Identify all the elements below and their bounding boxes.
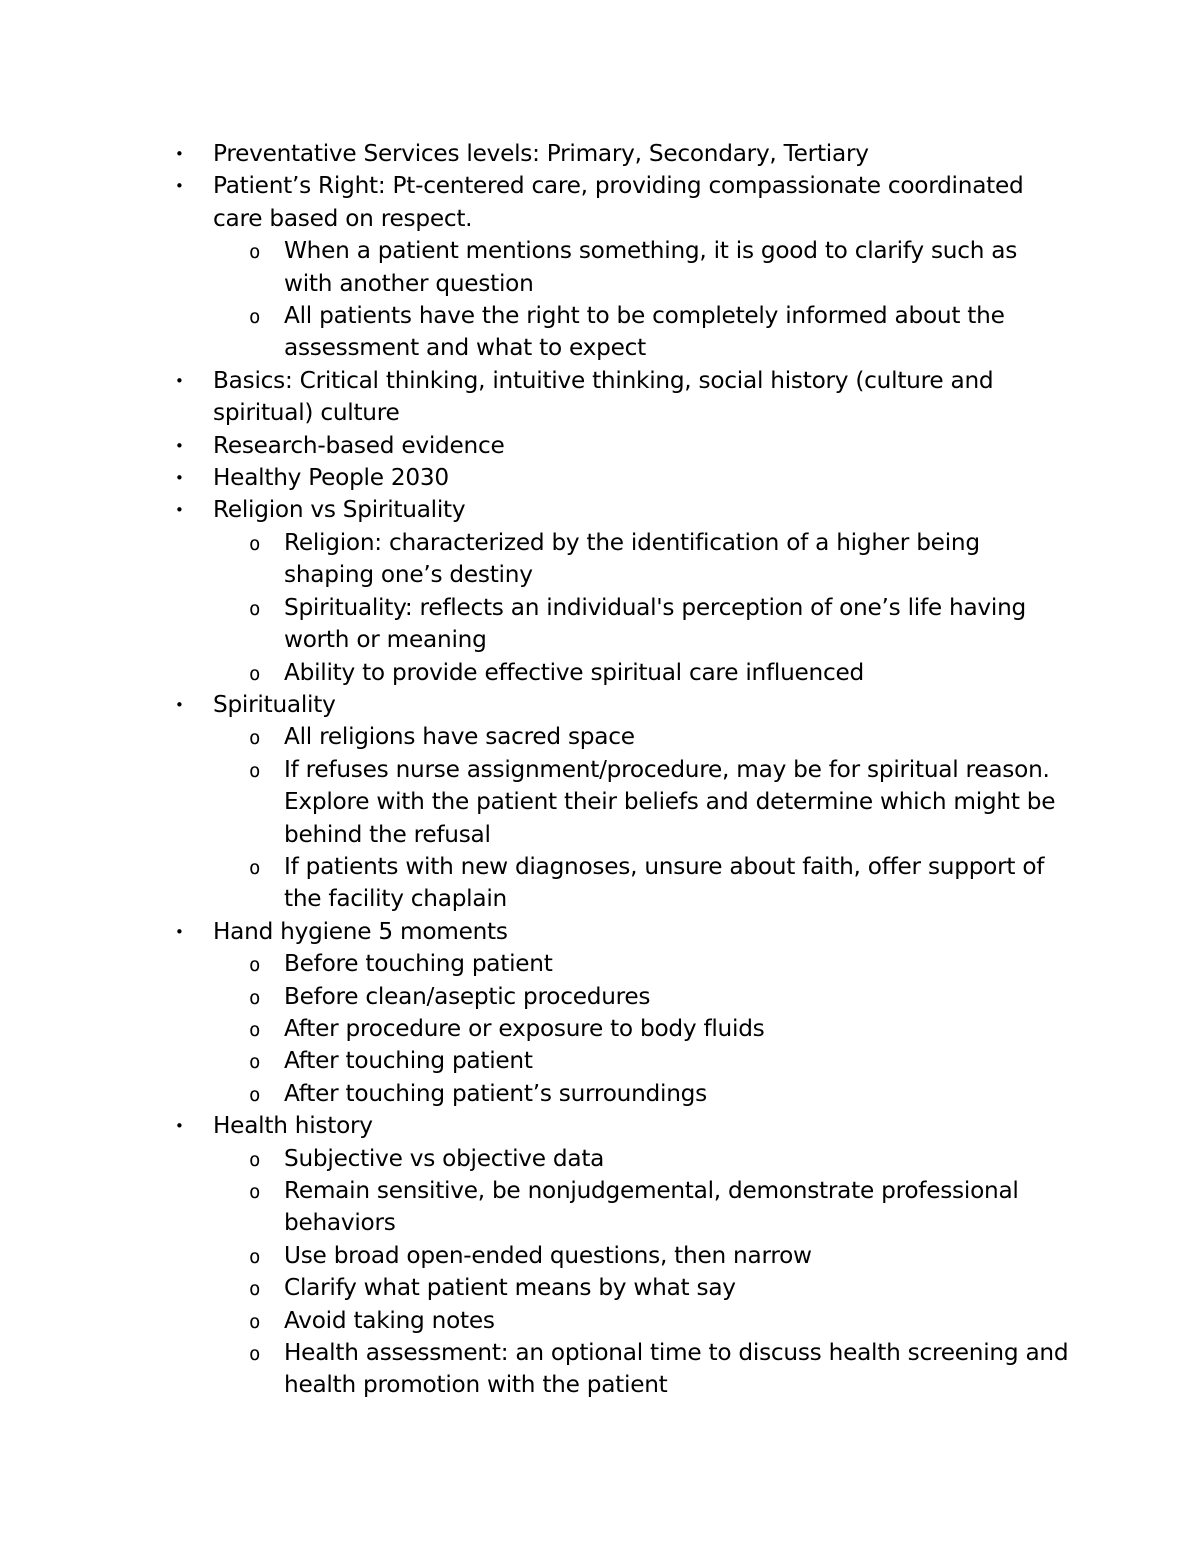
sub-list <box>213 235 1072 365</box>
list-item <box>172 1110 1072 1402</box>
list-item-text: Spirituality <box>213 690 336 718</box>
bullet-circle-icon: o <box>249 241 261 264</box>
list-item-text: Hand hygiene 5 moments <box>213 917 508 945</box>
bullet-dot-icon: • <box>175 695 184 714</box>
bullet-outline <box>172 138 1072 1402</box>
sub-list-item <box>213 1143 1072 1175</box>
bullet-dot-icon: • <box>175 436 184 455</box>
list-item-text: Basics: Critical thinking, intuitive thinking, social history (culture and spiritual) culture <box>213 366 994 427</box>
bullet-dot-icon: • <box>175 501 184 520</box>
sub-list <box>213 1143 1072 1402</box>
sub-list-item <box>213 235 1072 300</box>
bullet-circle-icon: o <box>249 954 261 977</box>
bullet-dot-icon: • <box>175 469 184 488</box>
list-item-text: Preventative Services levels: Primary, Secondary, Tertiary <box>213 140 869 167</box>
list-item <box>172 689 1072 916</box>
sub-list <box>213 948 1072 1110</box>
sub-list-item-text: Before touching patient <box>284 950 553 978</box>
bullet-circle-icon: o <box>249 532 261 555</box>
sub-list-item <box>213 1337 1072 1402</box>
sub-list-item-text: Religion: characterized by the identification of a higher being shaping one’s destiny <box>284 528 980 589</box>
list-item <box>172 916 1072 1110</box>
bullet-circle-icon: o <box>249 1181 261 1203</box>
bullet-circle-icon: o <box>249 1245 261 1268</box>
bullet-circle-icon: o <box>249 306 261 329</box>
sub-list-item-text: All religions have sacred space <box>284 723 635 751</box>
bullet-circle-icon: o <box>249 1310 261 1333</box>
bullet-circle-icon: o <box>249 1343 261 1366</box>
bullet-circle-icon: o <box>249 597 261 620</box>
bullet-circle-icon: o <box>249 986 261 1009</box>
sub-list-item <box>213 1078 1072 1110</box>
sub-list-item <box>213 1272 1072 1304</box>
sub-list-item <box>213 1175 1072 1240</box>
sub-list-item <box>213 1013 1072 1045</box>
sub-list-item-text: Health assessment: an optional time to discuss health screening and health promotion with the patient <box>284 1339 1069 1399</box>
sub-list-item-text: Use broad open-ended questions, then narrow <box>284 1241 812 1269</box>
sub-list-item-text: Avoid taking notes <box>284 1306 495 1334</box>
sub-list-item-text: If patients with new diagnoses, unsure about faith, offer support of the facility chaplain <box>284 852 1045 913</box>
bullet-dot-icon: • <box>175 145 184 163</box>
sub-list-item <box>213 948 1072 980</box>
sub-list-item <box>213 1045 1072 1077</box>
sub-list-item-text: When a patient mentions something, it is good to clarify such as with another question <box>284 237 1018 297</box>
bullet-circle-icon: o <box>249 727 261 750</box>
sub-list-item <box>213 851 1072 916</box>
sub-list <box>213 527 1072 689</box>
bullet-dot-icon: • <box>175 177 184 196</box>
list-item-text: Research-based evidence <box>213 431 505 459</box>
bullet-circle-icon: o <box>249 1083 261 1106</box>
sub-list-item <box>213 754 1072 851</box>
bullet-circle-icon: o <box>249 1278 261 1301</box>
bullet-circle-icon: o <box>249 662 261 685</box>
sub-list-item <box>213 657 1072 689</box>
list-item <box>172 138 1072 170</box>
sub-list-item-text: After touching patient’s surroundings <box>284 1079 707 1107</box>
bullet-dot-icon: • <box>175 922 184 941</box>
sub-list-item <box>213 721 1072 753</box>
sub-list-item <box>213 592 1072 657</box>
list-item <box>172 170 1072 364</box>
sub-list-item <box>213 527 1072 592</box>
list-item-text: Health history <box>213 1112 373 1140</box>
sub-list-item-text: Before clean/aseptic procedures <box>284 982 651 1010</box>
sub-list-item-text: Ability to provide effective spiritual care influenced <box>284 658 864 686</box>
bullet-dot-icon: • <box>175 1117 184 1136</box>
sub-list-item-text: If refuses nurse assignment/procedure, may be for spiritual reason. Explore with the patient their beliefs and determine which might be behind the refusal <box>284 755 1056 848</box>
sub-list <box>213 721 1072 915</box>
bullet-circle-icon: o <box>249 1051 261 1074</box>
list-item <box>172 430 1072 462</box>
list-item <box>172 494 1072 688</box>
sub-list-item-text: Spirituality: reflects an individual's perception of one’s life having worth or meaning <box>284 593 1027 654</box>
sub-list-item <box>213 1240 1072 1272</box>
bullet-circle-icon: o <box>249 856 261 879</box>
sub-list-item <box>213 300 1072 365</box>
bullet-dot-icon: • <box>175 371 184 390</box>
list-item <box>172 365 1072 430</box>
sub-list-item <box>213 1305 1072 1337</box>
bullet-circle-icon: o <box>249 1018 261 1041</box>
sub-list-item-text: After touching patient <box>284 1047 533 1075</box>
sub-list-item-text: Remain sensitive, be nonjudgemental, demonstrate professional behaviors <box>284 1177 1019 1237</box>
bullet-circle-icon: o <box>249 1148 261 1171</box>
sub-list-item <box>213 981 1072 1013</box>
sub-list-item-text: Subjective vs objective data <box>284 1144 605 1172</box>
list-item-text: Patient’s Right: Pt-centered care, providing compassionate coordinated care based on respect. <box>213 172 1024 232</box>
sub-list-item-text: All patients have the right to be completely informed about the assessment and what to expect <box>284 302 1005 362</box>
list-item-text: Healthy People 2030 <box>213 464 449 492</box>
list-item-text: Religion vs Spirituality <box>213 496 466 524</box>
sub-list-item-text: After procedure or exposure to body fluids <box>284 1014 765 1042</box>
bullet-circle-icon: o <box>249 759 261 782</box>
list-item <box>172 462 1072 494</box>
sub-list-item-text: Clarify what patient means by what say <box>284 1274 736 1302</box>
